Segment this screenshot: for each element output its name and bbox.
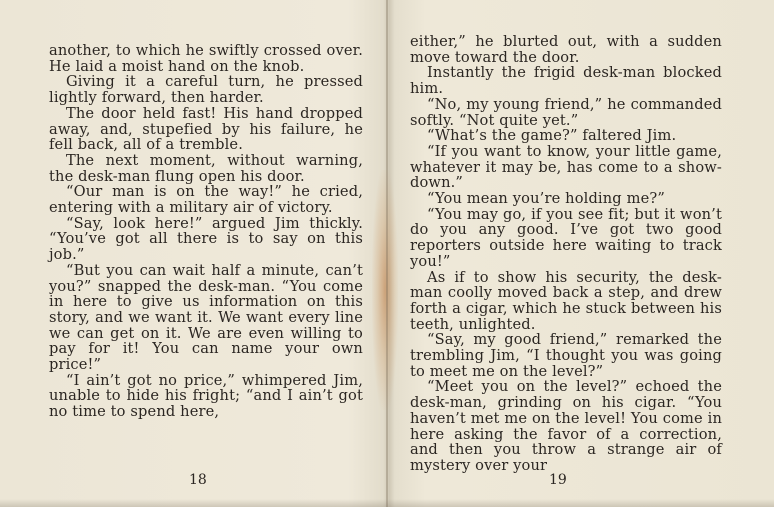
- paragraph: either,” he blurted out, with a sudden move toward the door.: [410, 33, 722, 66]
- paragraph: “Say, look here!” argued Jim thickly. “You’ve got all there is to say on this job.”: [49, 214, 363, 264]
- right-page: [387, 0, 774, 507]
- left-page-text: [49, 43, 363, 420]
- page-number: 19: [549, 472, 567, 488]
- page-number: 18: [189, 472, 207, 488]
- paragraph: “You may go, if you see fit; but it won’t do you any good. I’ve got two good reporters outside here waiting to track you!”: [410, 205, 722, 270]
- page-bottom-edge: [0, 499, 774, 507]
- paragraph: “I ain’t got no price,” whimpered Jim, unable to hide his fright; “and I ain’t got no time to spend here,: [49, 371, 363, 421]
- paragraph: “Say, my good friend,” remarked the trembling Jim, “I thought you was going to meet me on the level?”: [410, 331, 722, 380]
- paragraph: Instantly the frigid desk-man blocked him.: [410, 64, 722, 98]
- paragraph: The next moment, without warning, the desk-man flung open his door.: [49, 151, 363, 185]
- paragraph: As if to show his security, the desk-man coolly moved back a step, and drew forth a cigar, which he stuck between his teeth, unlighted.: [410, 268, 722, 333]
- paragraph: “Meet you on the level?” echoed the desk-man, grinding on his cigar. “You haven’t met me on the level! You come in here asking the favor of a correction, and then you throw a strange air of mystery over your: [410, 378, 722, 474]
- paragraph: “What’s the game?” faltered Jim.: [427, 127, 677, 145]
- paragraph: “Our man is on the way!” he cried, entering with a military air of victory.: [49, 183, 363, 217]
- paragraph: “You mean you’re holding me?”: [427, 190, 665, 208]
- paragraph: “But you can wait half a minute, can’t you?” snapped the desk-man. “You come in here to give us information on this story, and we want it. We want every line we can get on it. We are even willing to pay for it! You can name your own price!”: [49, 261, 363, 374]
- paragraph: another, to which he swiftly crossed over. He laid a moist hand on the knob.: [49, 42, 363, 75]
- paragraph: “No, my young friend,” he commanded softly. “Not quite yet.”: [410, 95, 722, 129]
- paragraph: Giving it a careful turn, he pressed lightly forward, then harder.: [49, 73, 363, 107]
- right-page-text: [410, 34, 722, 474]
- paragraph: The door held fast! His hand dropped away, and, stupefied by his failure, he fell back, all of a tremble.: [49, 104, 363, 154]
- paragraph: “If you want to know, your little game, whatever it may be, has come to a show-down.”: [410, 142, 722, 192]
